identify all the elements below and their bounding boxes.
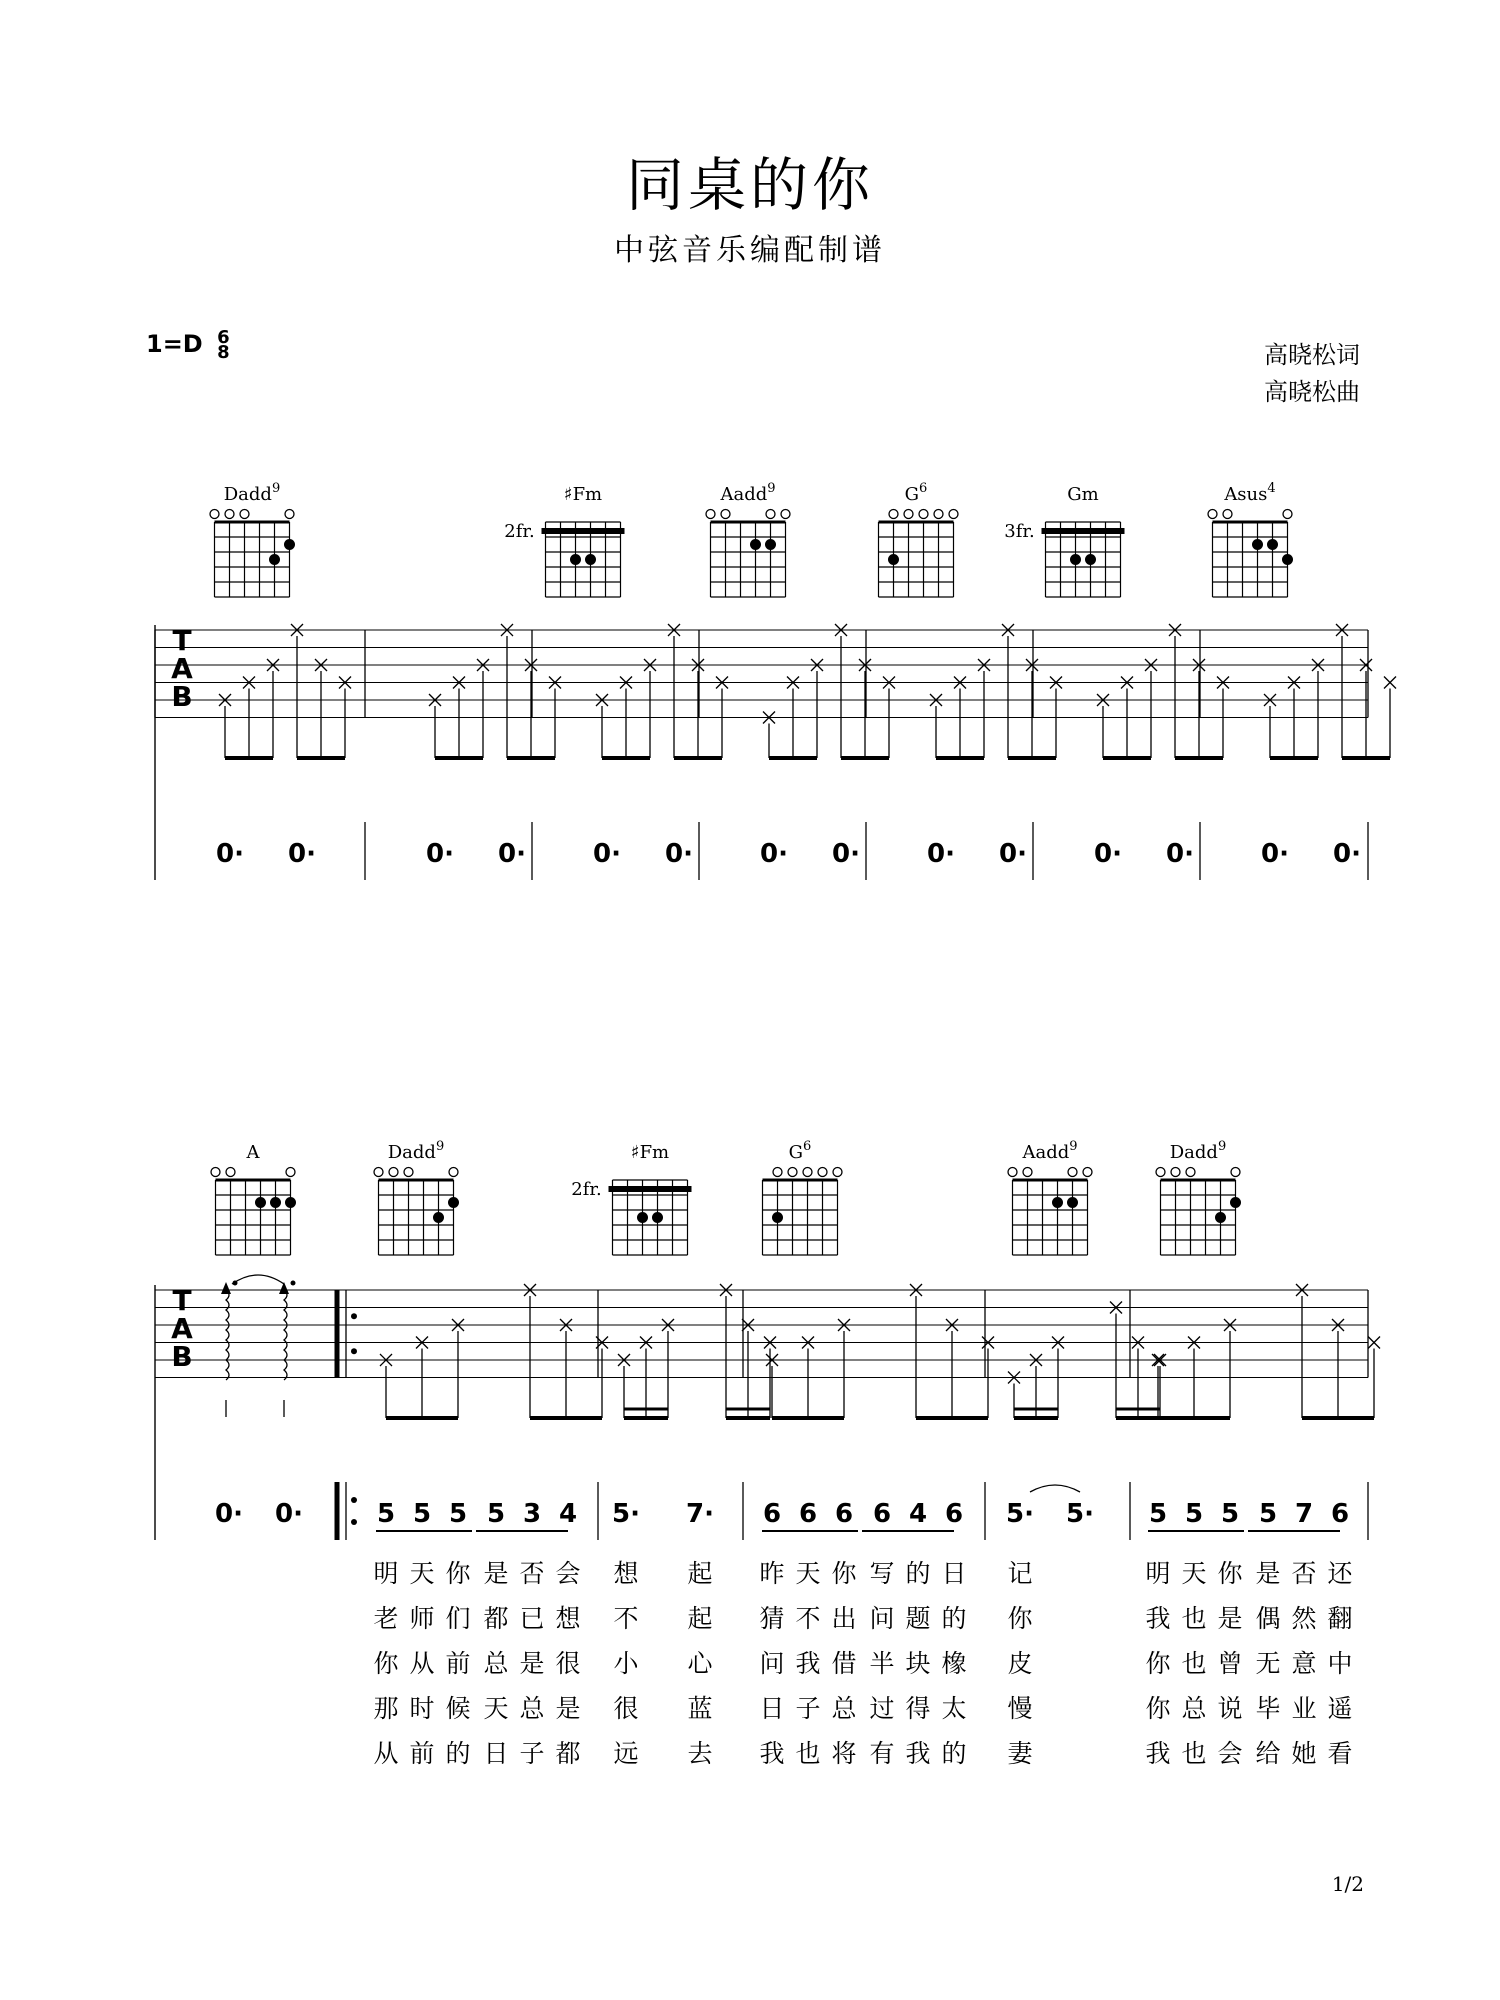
jianpu-note: 6 xyxy=(762,1499,782,1529)
jianpu-note: 5 xyxy=(1148,1499,1168,1529)
lyric-character: 小 xyxy=(613,1649,639,1678)
chord-name: Aadd$^9$ xyxy=(1022,1139,1078,1163)
jianpu-note: 0· xyxy=(498,839,526,869)
fret-position-label: 2fr. xyxy=(571,1179,602,1200)
lyric-character: 你 xyxy=(373,1649,399,1678)
lyric-character: 你 xyxy=(1007,1604,1033,1633)
jianpu-note: 0· xyxy=(593,839,621,869)
lyric-character: 借 xyxy=(831,1649,857,1678)
finger-dot xyxy=(1215,1212,1226,1223)
chord-name: Dadd$^9$ xyxy=(1169,1139,1227,1163)
lyric-character: 子 xyxy=(519,1739,545,1768)
chord-diagram xyxy=(1208,481,1293,597)
finger-dot xyxy=(1230,1197,1241,1208)
jianpu-note: 4 xyxy=(558,1499,578,1529)
jianpu-note: 5 xyxy=(376,1499,396,1529)
lyric-character: 会 xyxy=(555,1559,581,1588)
lyric-character: 候 xyxy=(445,1694,471,1723)
finger-dot xyxy=(255,1197,266,1208)
lyric-character: 曾 xyxy=(1217,1649,1243,1678)
finger-dot xyxy=(433,1212,444,1223)
chord-diagram xyxy=(1008,1139,1092,1255)
tab-clef-b: B xyxy=(171,680,193,713)
jianpu-note: 0· xyxy=(760,839,788,869)
finger-dot xyxy=(765,539,776,550)
jianpu-note: 5 xyxy=(412,1499,432,1529)
open-string-marker xyxy=(803,1168,812,1177)
time-sig-top: 6 xyxy=(217,327,230,348)
open-string-marker xyxy=(919,510,928,519)
lyric-character: 遥 xyxy=(1327,1694,1353,1723)
lyric-character: 还 xyxy=(1327,1559,1353,1588)
lyric-character: 的 xyxy=(941,1604,967,1633)
lyric-character: 天 xyxy=(795,1559,821,1588)
chord-diagram xyxy=(1156,1139,1241,1255)
x-note xyxy=(1384,677,1396,689)
lyric-character: 意 xyxy=(1291,1649,1317,1678)
open-string-marker xyxy=(781,510,790,519)
lyric-character: 半 xyxy=(869,1649,895,1678)
lyric-character: 我 xyxy=(759,1739,785,1768)
jianpu-note: 0· xyxy=(1094,839,1122,869)
fret-position-label: 2fr. xyxy=(504,521,535,542)
lyric-character: 想 xyxy=(555,1604,581,1633)
lyric-character: 无 xyxy=(1255,1649,1281,1678)
lyric-character: 也 xyxy=(1181,1604,1207,1633)
open-string-marker xyxy=(1283,510,1292,519)
open-string-marker xyxy=(374,1168,383,1177)
chord-diagram xyxy=(374,1139,459,1255)
open-string-marker xyxy=(1008,1168,1017,1177)
fermata-dot xyxy=(291,1281,296,1286)
lyric-character: 她 xyxy=(1291,1739,1317,1768)
lyric-character: 记 xyxy=(1007,1559,1033,1588)
lyric-character: 偶 xyxy=(1255,1604,1281,1633)
open-string-marker xyxy=(226,1168,235,1177)
chord-diagram xyxy=(763,1139,843,1255)
lyric-character: 都 xyxy=(483,1604,509,1633)
lyric-character: 皮 xyxy=(1007,1649,1033,1678)
finger-dot xyxy=(269,554,280,565)
lyric-character: 已 xyxy=(519,1604,545,1633)
lyric-character: 不 xyxy=(613,1604,639,1633)
lyric-character: 业 xyxy=(1291,1694,1317,1723)
open-string-marker xyxy=(1171,1168,1180,1177)
arpeggio-arrow xyxy=(221,1282,231,1294)
lyric-character: 你 xyxy=(1217,1559,1243,1588)
page-number: 1/2 xyxy=(1331,1872,1364,1896)
jianpu-note: 7 xyxy=(1294,1499,1314,1529)
lyric-character: 过 xyxy=(869,1694,895,1723)
lyric-character: 的 xyxy=(941,1739,967,1768)
lyric-character: 你 xyxy=(445,1559,471,1588)
lyric-character: 时 xyxy=(409,1694,435,1723)
lyric-character: 起 xyxy=(687,1604,713,1633)
lyric-character: 很 xyxy=(555,1649,581,1678)
open-string-marker xyxy=(818,1168,827,1177)
lyric-character: 太 xyxy=(941,1694,967,1723)
jianpu-note: 0· xyxy=(1166,839,1194,869)
open-string-marker xyxy=(904,510,913,519)
jianpu-note: 0· xyxy=(1261,839,1289,869)
jianpu-note: 5 xyxy=(448,1499,468,1529)
jianpu-note: 6 xyxy=(834,1499,854,1529)
jianpu-note: 5 xyxy=(1184,1499,1204,1529)
lyric-character: 慢 xyxy=(1007,1694,1033,1723)
lyric-character: 去 xyxy=(687,1739,713,1768)
open-string-marker xyxy=(1023,1168,1032,1177)
jianpu-note: 6 xyxy=(1330,1499,1350,1529)
lyric-character: 也 xyxy=(795,1739,821,1768)
finger-dot xyxy=(888,554,899,565)
finger-dot xyxy=(585,554,596,565)
lyric-character: 心 xyxy=(687,1649,713,1678)
lyric-character: 否 xyxy=(1291,1559,1317,1588)
open-string-marker xyxy=(1186,1168,1195,1177)
lyric-character: 很 xyxy=(613,1694,639,1723)
open-string-marker xyxy=(766,510,775,519)
lyric-character: 天 xyxy=(1181,1559,1207,1588)
lyric-character: 子 xyxy=(795,1694,821,1723)
repeat-dot xyxy=(351,1348,357,1354)
chord-diagram xyxy=(1004,484,1124,597)
lyric-character: 得 xyxy=(905,1694,931,1723)
jianpu-note: 5· xyxy=(1006,1499,1034,1529)
open-string-marker xyxy=(788,1168,797,1177)
arpeggio-strum xyxy=(221,1281,238,1418)
lyric-character: 蓝 xyxy=(687,1694,713,1723)
lyric-character: 然 xyxy=(1291,1604,1317,1633)
finger-dot xyxy=(284,539,295,550)
lyric-character: 否 xyxy=(519,1559,545,1588)
finger-dot xyxy=(1052,1197,1063,1208)
lyric-character: 老 xyxy=(373,1604,399,1633)
key-label: 1=D xyxy=(146,330,203,358)
lyric-character: 给 xyxy=(1255,1739,1281,1768)
lyric-character: 我 xyxy=(1145,1604,1171,1633)
lyric-character: 是 xyxy=(519,1649,545,1678)
tab-clef-b: B xyxy=(171,1340,193,1373)
jianpu-note: 6 xyxy=(798,1499,818,1529)
jianpu-note: 0· xyxy=(426,839,454,869)
lyric-character: 出 xyxy=(831,1604,857,1633)
jianpu-note: 5· xyxy=(612,1499,640,1529)
jianpu-note: 0· xyxy=(288,839,316,869)
chord-name: Gm xyxy=(1067,484,1099,505)
chord-name: $G^6$ xyxy=(788,1139,812,1163)
repeat-dot xyxy=(351,1497,357,1503)
lyric-character: 毕 xyxy=(1255,1694,1281,1723)
lyric-character: 题 xyxy=(905,1604,931,1633)
lyric-character: 前 xyxy=(409,1739,435,1768)
arpeggio-strum xyxy=(279,1281,296,1418)
chord-diagram xyxy=(211,1142,296,1255)
chord-diagram xyxy=(706,481,790,597)
lyric-character: 总 xyxy=(483,1649,509,1678)
open-string-marker xyxy=(889,510,898,519)
lyricist-credit: 高晓松词 xyxy=(1264,341,1360,369)
lyric-character: 我 xyxy=(905,1739,931,1768)
lyric-character: 天 xyxy=(483,1694,509,1723)
finger-dot xyxy=(1282,554,1293,565)
lyric-character: 问 xyxy=(759,1649,785,1678)
lyric-character: 起 xyxy=(687,1559,713,1588)
open-string-marker xyxy=(210,510,219,519)
finger-dot xyxy=(637,1212,648,1223)
lyric-character: 前 xyxy=(445,1649,471,1678)
lyric-character: 总 xyxy=(831,1694,857,1723)
open-string-marker xyxy=(1208,510,1217,519)
finger-dot xyxy=(1252,539,1263,550)
jianpu-note: 4 xyxy=(908,1499,928,1529)
tab-clef-a: A xyxy=(171,652,193,685)
finger-dot xyxy=(772,1212,783,1223)
jianpu-note: 6 xyxy=(872,1499,892,1529)
lyric-character: 中 xyxy=(1327,1649,1353,1678)
lyric-character: 总 xyxy=(519,1694,545,1723)
lyric-character: 明 xyxy=(373,1559,399,1588)
lyric-character: 也 xyxy=(1181,1649,1207,1678)
chord-name: A xyxy=(246,1142,260,1163)
lyric-character: 块 xyxy=(905,1649,931,1678)
chord-diagram xyxy=(210,481,295,597)
open-string-marker xyxy=(285,510,294,519)
chord-name: Asus$^4$ xyxy=(1224,481,1276,505)
lyric-character: 有 xyxy=(869,1739,895,1768)
lyric-character: 日 xyxy=(483,1739,509,1768)
jianpu-note: 0· xyxy=(927,839,955,869)
finger-dot xyxy=(1067,1197,1078,1208)
lyric-character: 想 xyxy=(613,1559,639,1588)
lyric-character: 们 xyxy=(445,1604,471,1633)
jianpu-note: 6 xyxy=(944,1499,964,1529)
chord-name: Dadd$^9$ xyxy=(223,481,281,505)
chord-name: Aadd$^9$ xyxy=(720,481,776,505)
jianpu-note: 0· xyxy=(1333,839,1361,869)
open-string-marker xyxy=(240,510,249,519)
open-string-marker xyxy=(1068,1168,1077,1177)
chord-diagram xyxy=(504,484,624,597)
fermata-arc xyxy=(232,1275,284,1284)
jianpu-note: 0· xyxy=(832,839,860,869)
open-string-marker xyxy=(1231,1168,1240,1177)
lyric-character: 明 xyxy=(1145,1559,1171,1588)
lyric-character: 从 xyxy=(409,1649,435,1678)
lyric-character: 翻 xyxy=(1327,1604,1353,1633)
finger-dot xyxy=(285,1197,296,1208)
repeat-dot xyxy=(351,1313,357,1319)
arpeggio-wave xyxy=(226,1290,229,1380)
time-sig-bottom: 8 xyxy=(217,342,230,363)
lyric-character: 妻 xyxy=(1007,1739,1033,1768)
lyric-character: 你 xyxy=(1145,1694,1171,1723)
fret-position-label: 3fr. xyxy=(1004,521,1035,542)
lyric-character: 猜 xyxy=(759,1604,785,1633)
lyric-character: 师 xyxy=(409,1604,435,1633)
finger-dot xyxy=(1267,539,1278,550)
lyric-character: 我 xyxy=(1145,1739,1171,1768)
chord-diagram xyxy=(879,481,959,597)
lyric-character: 不 xyxy=(795,1604,821,1633)
lyric-character: 的 xyxy=(445,1739,471,1768)
open-string-marker xyxy=(404,1168,413,1177)
open-string-marker xyxy=(211,1168,220,1177)
lyric-character: 橡 xyxy=(941,1649,967,1678)
lyric-character: 写 xyxy=(869,1559,895,1588)
finger-dot xyxy=(448,1197,459,1208)
finger-dot xyxy=(270,1197,281,1208)
open-string-marker xyxy=(1083,1168,1092,1177)
open-string-marker xyxy=(721,510,730,519)
tab-clef-t: T xyxy=(172,624,192,657)
lyric-character: 看 xyxy=(1327,1739,1353,1768)
open-string-marker xyxy=(706,510,715,519)
jianpu-note: 5 xyxy=(486,1499,506,1529)
tie-arc xyxy=(1030,1485,1080,1492)
chord-name: ♯Fm xyxy=(630,1142,670,1163)
jianpu-note: 3 xyxy=(522,1499,542,1529)
lyric-character: 是 xyxy=(1217,1604,1243,1633)
jianpu-note: 0· xyxy=(665,839,693,869)
lyric-character: 会 xyxy=(1217,1739,1243,1768)
open-string-marker xyxy=(773,1168,782,1177)
lyric-character: 的 xyxy=(905,1559,931,1588)
lyric-character: 我 xyxy=(795,1649,821,1678)
arpeggio-wave xyxy=(284,1290,287,1380)
jianpu-note: 0· xyxy=(216,839,244,869)
lyric-character: 昨 xyxy=(759,1559,785,1588)
finger-dot xyxy=(1070,554,1081,565)
lyric-character: 问 xyxy=(869,1604,895,1633)
repeat-dot xyxy=(351,1519,357,1525)
jianpu-note: 0· xyxy=(275,1499,303,1529)
finger-dot xyxy=(570,554,581,565)
lyric-character: 从 xyxy=(373,1739,399,1768)
lyric-character: 日 xyxy=(941,1559,967,1588)
open-string-marker xyxy=(833,1168,842,1177)
chord-name: Dadd$^9$ xyxy=(387,1139,445,1163)
lyric-character: 都 xyxy=(555,1739,581,1768)
lyric-character: 也 xyxy=(1181,1739,1207,1768)
open-string-marker xyxy=(286,1168,295,1177)
finger-dot xyxy=(750,539,761,550)
finger-dot xyxy=(1085,554,1096,565)
jianpu-note: 0· xyxy=(215,1499,243,1529)
lyric-character: 你 xyxy=(1145,1649,1171,1678)
lyric-character: 远 xyxy=(613,1739,639,1768)
lyric-character: 那 xyxy=(373,1694,399,1723)
jianpu-note: 0· xyxy=(999,839,1027,869)
x-note xyxy=(1368,1337,1380,1349)
lyric-character: 日 xyxy=(759,1694,785,1723)
finger-dot xyxy=(652,1212,663,1223)
chord-diagram xyxy=(571,1142,691,1255)
composer-credit: 高晓松曲 xyxy=(1264,378,1360,406)
open-string-marker xyxy=(449,1168,458,1177)
lyric-character: 是 xyxy=(483,1559,509,1588)
tab-clef-a: A xyxy=(171,1312,193,1345)
arranger-subtitle: 中弦音乐编配制谱 xyxy=(614,233,886,268)
chord-name: $G^6$ xyxy=(904,481,928,505)
open-string-marker xyxy=(225,510,234,519)
tab-clef-t: T xyxy=(172,1284,192,1317)
open-string-marker xyxy=(949,510,958,519)
jianpu-note: 5 xyxy=(1220,1499,1240,1529)
jianpu-note: 7· xyxy=(686,1499,714,1529)
chord-name: ♯Fm xyxy=(563,484,603,505)
jianpu-note: 5 xyxy=(1258,1499,1278,1529)
lyric-character: 你 xyxy=(831,1559,857,1588)
jianpu-note: 5· xyxy=(1066,1499,1094,1529)
open-string-marker xyxy=(1156,1168,1165,1177)
lyric-character: 是 xyxy=(555,1694,581,1723)
open-string-marker xyxy=(1223,510,1232,519)
lyric-character: 说 xyxy=(1217,1694,1243,1723)
lyric-character: 将 xyxy=(831,1739,857,1768)
open-string-marker xyxy=(389,1168,398,1177)
lyric-character: 天 xyxy=(409,1559,435,1588)
lyric-character: 是 xyxy=(1255,1559,1281,1588)
song-title: 同桌的你 xyxy=(625,151,874,219)
open-string-marker xyxy=(934,510,943,519)
lyric-character: 总 xyxy=(1181,1694,1207,1723)
